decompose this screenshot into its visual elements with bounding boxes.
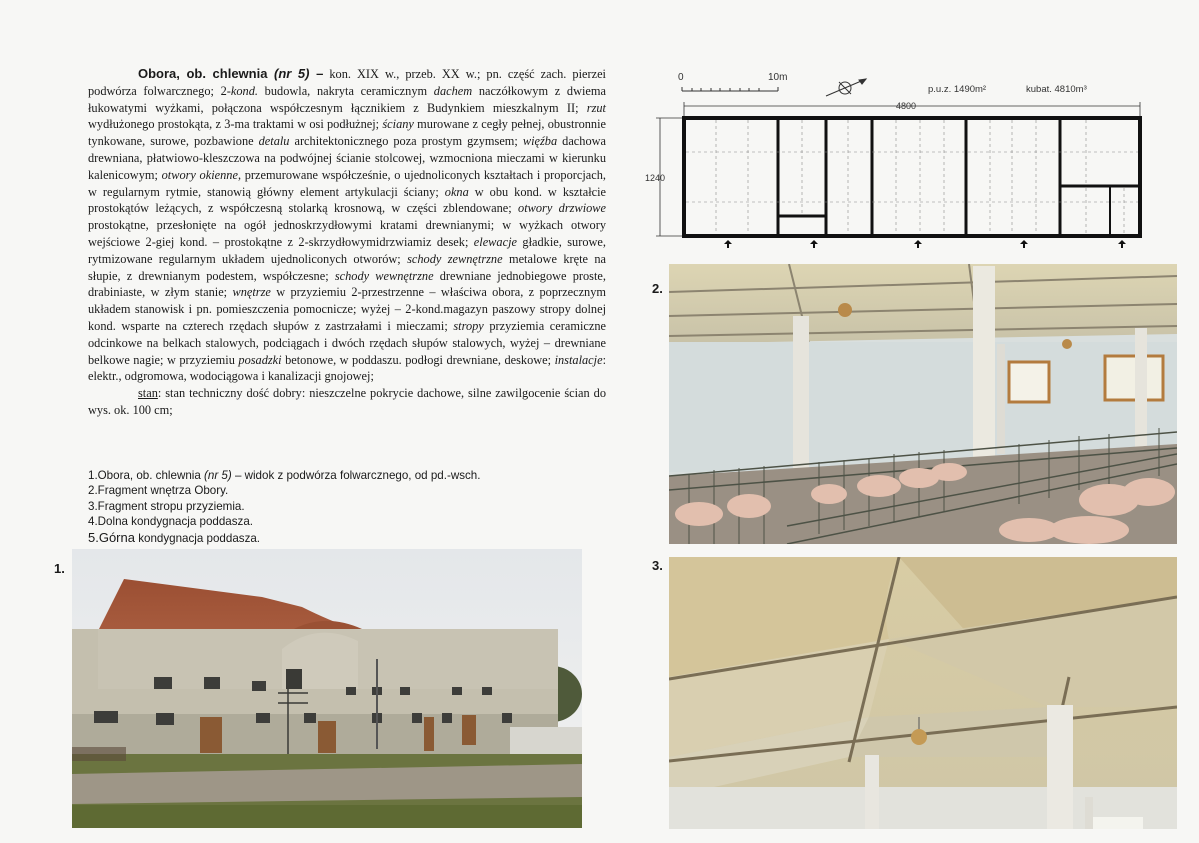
plan-walls: [684, 118, 1140, 236]
photo-number-1: 1.: [54, 561, 65, 576]
photo-captions: [88, 468, 480, 546]
photo-exterior: [72, 549, 582, 828]
building-description: Obora, ob. chlewnia (nr 5) – kon. XIX w., przeb. XX w.; pn. część zach. pierzei podwórza folwarcznego; 2-kond. budowla, nakryta ceramicznym dachem naczółkowym z dwiema łukowatymi wyżkami, połączona współczesnym łącznikiem z Budynkiem mieszkalnym II; rzut wydłużonego prostokąta, z 3-ma traktami w osi podłużnej; ściany murowane z cegły pełnej, obustronnie tynkowane, surowe, pozbawione detalu architektonicznego poza prostym gzymsem; więźba dachowa drewniana, płatwiowo-kleszczowa na podwójnej ścianie stolcowej, wzmocniona mieczami w kierunku kalenicowym; otwory okienne, przemurowane współcześnie, o ujednoliconych kształtach i proporcjach, w regularnym rytmie, stanowią główny element artykulacji ściany; okna w obu kond. w kształcie prostokątów leżących, z współczesną stolarką krosnową, w części zblendowane; otwory drzwiowe prostokątne, przesłonięte na ogół jednoskrzydłowymi kratami drewnianymi; w wyżkach otwory wejściowe 2-giej kond. – prostokątne z 2-skrzydłowymidrzwiamiz desek; elewacje gładkie, surowe, rytmizowane regularnym układem ujednoliconych otworów; schody zewnętrzne metalowe kręte na słupie, z drewnianym podestem, współczesne; schody wewnętrzne drewniane jednobiegowe proste, drabiniaste, w złym stanie; wnętrze w przyziemiu 2-przestrzenne – właściwa obora, z poprzecznym układem stanowisk i pn. pomieszczenia pomocnicze; wyżej – 2-kond.magazyn paszowy stropy dolnej kond. wsparte na czterech rzędach słupów z zastrzałami i mieczami; stropy przyziemia ceramiczne odcinkowe na belkach stalowych, podciągach i dwóch rzędach słupów stalowych, wyżej – drewniane belkowe nagie; w przyziemiu posadzki betonowe, w poddaszu. podłogi drewniane, deskowe; instalacje: elektr., odgromowa, wodociągowa i kanalizacji gnojowej; stan: stan techniczny dość dobry: nieszczelne pokrycie dachowe, silne zawilgocenie ścian do wys. ok. 100 cm;: [88, 66, 607, 417]
building-volume: kubat. 4810m³: [1026, 84, 1087, 95]
caption-5: 5.Górna kondygnacja poddasza.: [88, 529, 261, 545]
north-arrow-icon: [826, 79, 866, 96]
width-label: 1240: [645, 173, 666, 183]
caption-4: 4.Dolna kondygnacja poddasza.: [88, 515, 254, 529]
condition-paragraph: stan: stan techniczny dość dobry: nieszczelne pokrycie dachowe, silne zawilgocenie ścian do wys. ok. 100 cm;: [88, 386, 606, 417]
entrance-arrows: [724, 240, 1126, 248]
building-title: Obora, ob. chlewnia (nr 5) –: [138, 66, 324, 81]
caption-3: 3.Fragment stropu przyziemia.: [88, 499, 245, 513]
photo-ceiling: [669, 557, 1177, 829]
caption-2: 2.Fragment wnętrza Obory.: [88, 484, 229, 498]
scale-zero: 0: [678, 72, 684, 83]
scale-ten: 10m: [768, 72, 788, 83]
scale-bar: [682, 87, 778, 91]
plan-grid: [686, 120, 1138, 234]
floor-plan: [640, 68, 1160, 248]
usable-area: p.u.z. 1490m²: [928, 84, 987, 95]
photo-number-2: 2.: [652, 281, 663, 296]
length-label: 4800: [896, 101, 917, 111]
caption-1: 1.Obora, ob. chlewnia (nr 5) – widok z podwórza folwarcznego, od pd.-wsch.: [88, 469, 481, 482]
photo-interior: [669, 264, 1177, 544]
photo-number-3: 3.: [652, 558, 663, 573]
